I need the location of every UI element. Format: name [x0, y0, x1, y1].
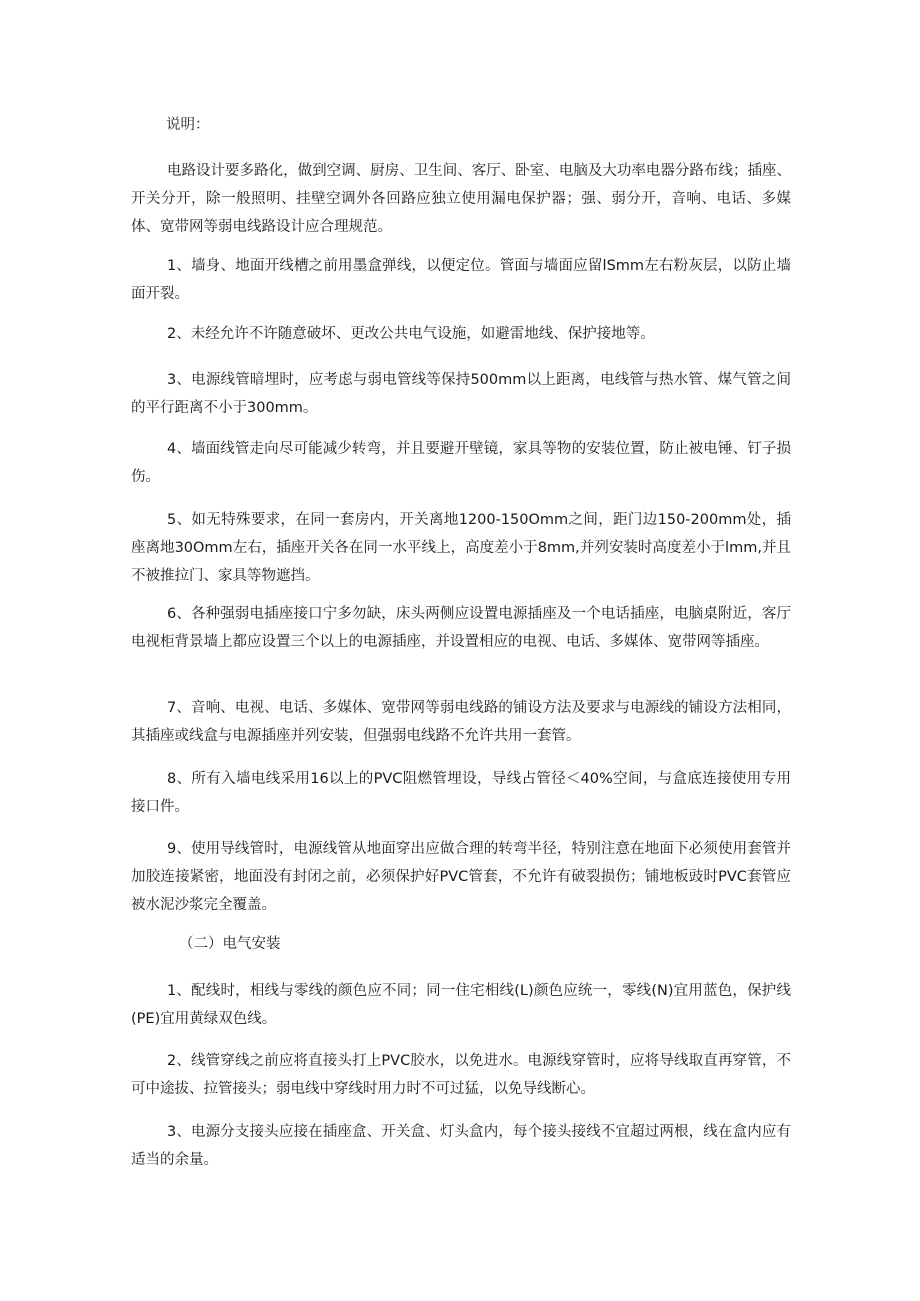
rule-item-7: 7、音响、电视、电话、多媒体、宽带网等弱电线路的铺设方法及要求与电源线的铺设方法相同，其插座或线盒与电源插座并列安装，但强弱电线路不允许共用一套管。 — [131, 700, 791, 744]
section-heading: （二）电气安装 — [179, 936, 281, 952]
document-label: 说明： — [166, 117, 210, 133]
rule-item-3: 3、电源线管暗埋时，应考虑与弱电管线等保持500mm以上距离，电线管与热水管、煤气管之间的平行距离不小于300mm。 — [131, 372, 791, 416]
rule-item-5: 5、如无特殊要求，在同一套房内，开关离地1200-150Omm之间，距门边150-200mm处，插座离地30Omm左右，插座开关各在同一水平线上，高度差小于8mm,并列安装时高度差小于lmm,并且不被推拉门、家具等物遮挡。 — [131, 512, 791, 584]
rule-item-4: 4、墙面线管走向尽可能减少转弯，并且要避开壁镜，家具等物的安装位置，防止被电锤、钉子损伤。 — [131, 441, 791, 485]
rule-item-9: 9、使用导线管时，电源线管从地面穿出应做合理的转弯半径，特别注意在地面下必须使用套管并加胶连接紧密，地面没有封闭之前，必须保护好PVC管套，不允许有破裂损伤；铺地板豉时PVC套管应被水泥沙浆完全覆盖。 — [131, 841, 791, 913]
install-item-3: 3、电源分支接头应接在插座盒、开关盒、灯头盒内，每个接头接线不宜超过两根，线在盒内应有适当的余量。 — [131, 1124, 791, 1168]
rule-item-8: 8、所有入墙电线采用16以上的PVC阻燃管埋设，导线占管径＜40%空间，与盒底连接使用专用接口件。 — [131, 771, 791, 815]
rule-item-6: 6、各种强弱电插座接口宁多勿缺，床头两侧应设置电源插座及一个电话插座，电脑桌附近，客厅电视柜背景墙上都应设置三个以上的电源插座，并设置相应的电视、电话、多媒体、宽带网等插座。 — [131, 606, 791, 650]
rule-item-2: 2、未经允许不许随意破坏、更改公共电气设施，如避雷地线、保护接地等。 — [167, 326, 655, 342]
intro-paragraph: 电路设计要多路化，做到空调、厨房、卫生间、客厅、卧室、电脑及大功率电器分路布线；插座、开关分开，除一般照明、挂壁空调外各回路应独立使用漏电保护器；强、弱分开，音响、电话、多媒体、宽带网等弱电线路设计应合理规范。 — [131, 163, 791, 235]
install-item-1: 1、配线时，相线与零线的颜色应不同；同一住宅相线(L)颜色应统一，零线(N)宜用蓝色，保护线(PE)宜用黄绿双色线。 — [131, 983, 791, 1027]
install-item-2: 2、线管穿线之前应将直接头打上PVC胶水，以免进水。电源线穿管时，应将导线取直再穿管，不可中途拔、拉管接头；弱电线中穿线时用力时不可过猛，以免导线断心。 — [131, 1053, 791, 1097]
rule-item-1: 1、墙身、地面开线槽之前用墨盒弹线，以便定位。管面与墙面应留lSmm左右粉灰层，以防止墙面开裂。 — [131, 258, 791, 302]
